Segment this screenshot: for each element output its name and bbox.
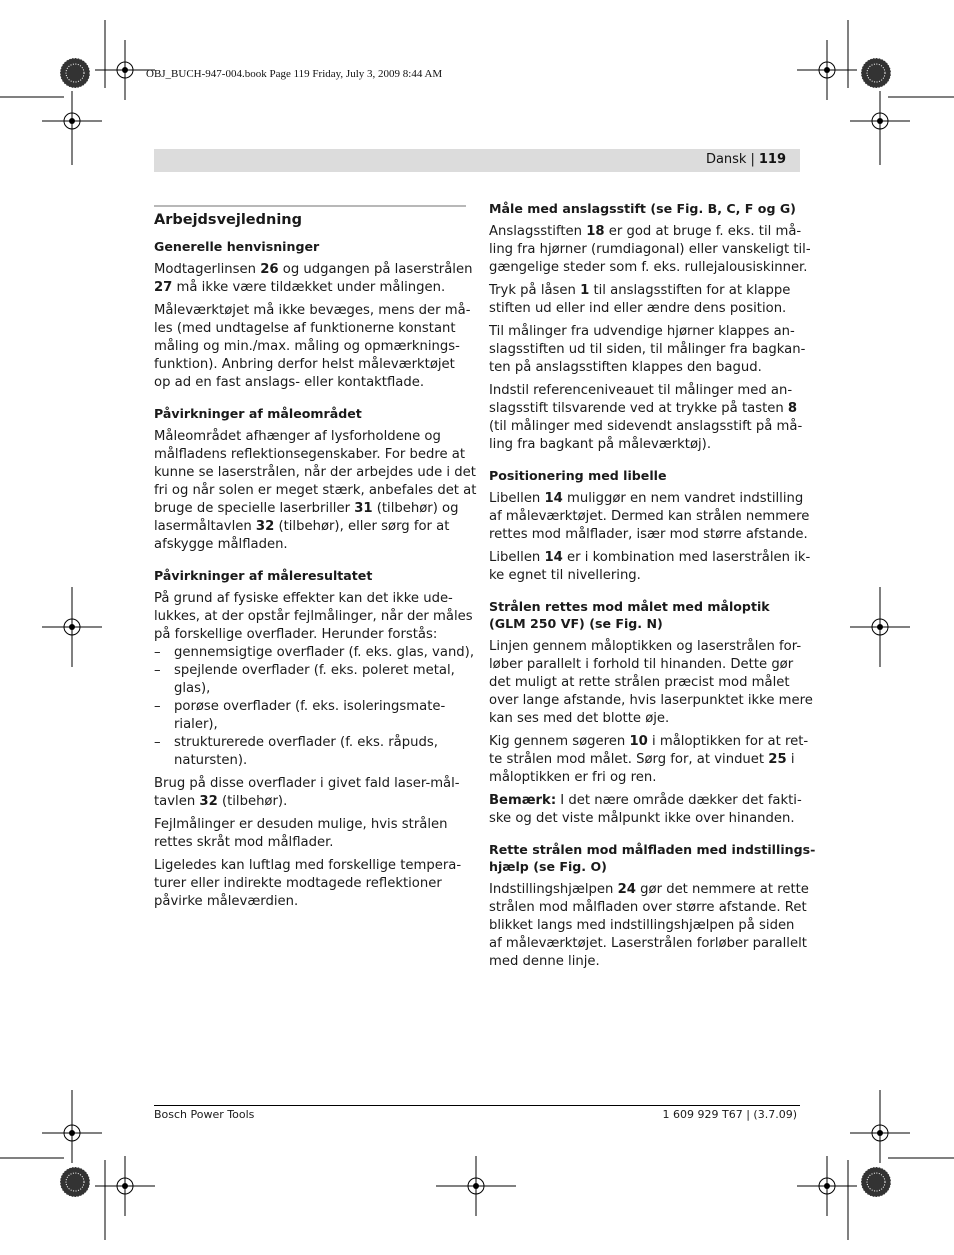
text-line: Indstil referenceniveauet til målinger med an- bbox=[489, 383, 793, 398]
text-line: af måleværktøjet. Dermed kan strålen nemmere bbox=[489, 509, 810, 524]
text-line: ske og det viste målpunkt ikke over hinanden. bbox=[489, 811, 795, 826]
section-generelle-henvisninger bbox=[154, 238, 473, 392]
list-dash: – bbox=[154, 645, 161, 660]
paragraph bbox=[489, 382, 801, 454]
ref-number: 26 bbox=[260, 262, 279, 277]
ref-number: 14 bbox=[544, 550, 563, 565]
text-line: ten på anslagsstiften klappes den bagud. bbox=[489, 360, 762, 375]
section-anslagsstift bbox=[489, 200, 811, 454]
text-line: måling og min./max. måling og opmærknings- bbox=[154, 339, 460, 354]
text: te strålen mod målet. Sørg for, at vinduet bbox=[489, 752, 769, 767]
text: Indstillingshjælpen bbox=[489, 882, 618, 897]
paragraph bbox=[154, 428, 477, 554]
text-line: Måleværktøjet må ikke bevæges, mens der må- bbox=[154, 303, 471, 318]
footer-doc-number: 1 609 929 T67 | (3.7.09) bbox=[662, 1108, 797, 1121]
text-line: afskygge målfladen. bbox=[154, 537, 288, 552]
text-line: Brug på disse overflader i givet fald laser-mål- bbox=[154, 776, 460, 791]
ref-number: 24 bbox=[617, 882, 636, 897]
header-language: Dansk bbox=[705, 152, 747, 167]
text-line: Fejlmålinger er desuden mulige, hvis strålen bbox=[154, 817, 448, 832]
paragraph bbox=[154, 590, 473, 644]
text-line: op ad en fast anslags- eller kontaktflade. bbox=[154, 375, 425, 390]
paragraph bbox=[489, 733, 809, 787]
list-item bbox=[154, 644, 475, 662]
ref-number: 18 bbox=[586, 224, 605, 239]
list-item bbox=[154, 734, 466, 770]
subheading: Påvirkninger af måleområdet bbox=[154, 406, 362, 421]
header-separator: | bbox=[750, 152, 755, 167]
text-line: turer eller indirekte modtagede reflektioner bbox=[154, 876, 442, 891]
text-line: spejlende overflader (f. eks. poleret metal, bbox=[174, 663, 455, 678]
left-column bbox=[154, 205, 477, 924]
text: og udgangen på laserstrålen bbox=[278, 262, 473, 277]
text-line: blikket langs med indstillingshjælpen på siden bbox=[489, 918, 795, 933]
text-line: rettes mod målflader, især mod større afstande. bbox=[489, 527, 808, 542]
text-line: slagsstiften ud til siden, til målinger fra bagkan- bbox=[489, 342, 806, 357]
text: til anslagsstiften for at klappe bbox=[589, 283, 791, 298]
page-header bbox=[706, 152, 786, 167]
ref-number: 25 bbox=[768, 752, 787, 767]
section-paavirkninger-maaleomraadet bbox=[154, 405, 477, 554]
text: Libellen bbox=[489, 491, 545, 506]
paragraph bbox=[489, 792, 801, 828]
text-line: påvirke måleværdien. bbox=[154, 894, 299, 909]
section-indstillingshjaelp bbox=[489, 841, 816, 971]
ref-number: 10 bbox=[629, 734, 648, 749]
text: I det nære område dækker det fakti- bbox=[556, 793, 802, 808]
text-line: natursten). bbox=[174, 753, 248, 768]
text-line: ling fra bagkant på måleværktøj). bbox=[489, 437, 712, 452]
paragraph bbox=[489, 323, 806, 377]
text-line: kunne se laserstrålen, når der arbejdes ude i det bbox=[154, 465, 476, 480]
text-line: ling fra hjørner (rumdiagonal) eller vanskeligt til- bbox=[489, 242, 811, 257]
text-line: ke egnet til nivellering. bbox=[489, 568, 641, 583]
text-line: rialer), bbox=[174, 717, 218, 732]
footer-publisher: Bosch Power Tools bbox=[154, 1108, 255, 1121]
text: Tryk på låsen bbox=[489, 283, 581, 298]
text: Anslagsstiften bbox=[489, 224, 587, 239]
text: lasermåltavlen bbox=[154, 519, 256, 534]
bullet-list bbox=[154, 644, 475, 770]
paragraph bbox=[154, 302, 471, 392]
section-title: Arbejdsvejledning bbox=[154, 212, 303, 228]
text-line: løber parallelt i forhold til hinanden. Dette gør bbox=[489, 657, 794, 672]
ref-number: 8 bbox=[787, 401, 798, 416]
subheading: Generelle henvisninger bbox=[154, 239, 320, 254]
list-dash: – bbox=[154, 663, 161, 678]
text-line: strukturerede overflader (f. eks. råpuds, bbox=[174, 735, 438, 750]
text: bruge de specielle laserbriller bbox=[154, 501, 355, 516]
list-dash: – bbox=[154, 699, 161, 714]
footer-rule bbox=[154, 1105, 800, 1106]
subheading-line: Rette strålen mod målfladen med indstillings- bbox=[489, 842, 816, 857]
text-line: På grund af fysiske effekter kan det ikke ude- bbox=[154, 591, 453, 606]
text-line: Til målinger fra udvendige hjørner klappes an- bbox=[489, 324, 795, 339]
text-line: på forskellige overflader. Herunder forstås: bbox=[154, 627, 438, 642]
page-header-bar bbox=[154, 149, 800, 172]
subheading: Måle med anslagsstift (se Fig. B, C, F og G) bbox=[489, 201, 796, 216]
text-line: les (med undtagelse af funktionerne konstant bbox=[154, 321, 456, 336]
paragraph bbox=[154, 261, 473, 297]
text: gør det nemmere at rette bbox=[635, 882, 809, 897]
text-line: målfladens reflektionsegenskaber. For bedre at bbox=[154, 447, 466, 462]
text-line: lukkes, at der opstår fejlmålinger, når der måles bbox=[154, 609, 473, 624]
text: må ikke være tildækket under målingen. bbox=[172, 280, 446, 295]
subheading-line: (GLM 250 VF) (se Fig. N) bbox=[489, 616, 663, 631]
text-line: (til målinger med sidevendt anslagsstift på må- bbox=[489, 419, 803, 434]
text: Libellen bbox=[489, 550, 545, 565]
text: tavlen bbox=[154, 794, 200, 809]
section-libelle bbox=[489, 467, 811, 585]
text: (tilbehør) og bbox=[372, 501, 459, 516]
print-slug: OBJ_BUCH-947-004.book Page 119 Friday, July 3, 2009 8:44 AM bbox=[146, 68, 443, 80]
list-item bbox=[154, 662, 466, 698]
paragraph bbox=[489, 223, 811, 277]
paragraph bbox=[489, 549, 811, 585]
text: slagsstift tilsvarende ved at trykke på tasten bbox=[489, 401, 788, 416]
text: Modtagerlinsen bbox=[154, 262, 261, 277]
right-column bbox=[489, 200, 816, 984]
ref-number: 31 bbox=[354, 501, 373, 516]
text-line: måloptikken er fri og ren. bbox=[489, 770, 657, 785]
list-item bbox=[154, 698, 466, 734]
subheading: Positionering med libelle bbox=[489, 468, 667, 483]
text-line: kan ses med det blotte øje. bbox=[489, 711, 670, 726]
text-line: med denne linje. bbox=[489, 954, 600, 969]
text-line: over lange afstande, hvis laserpunktet ikke mere bbox=[489, 693, 813, 708]
ref-number: 14 bbox=[544, 491, 563, 506]
subheading bbox=[489, 598, 801, 632]
section-maaloptik bbox=[489, 598, 813, 828]
paragraph bbox=[154, 775, 466, 811]
paragraph bbox=[489, 638, 813, 728]
ref-number: 27 bbox=[154, 280, 173, 295]
ref-number: 32 bbox=[199, 794, 218, 809]
text: (tilbehør), eller sørg for at bbox=[274, 519, 450, 534]
paragraph bbox=[489, 490, 810, 544]
subheading: Påvirkninger af måleresultatet bbox=[154, 568, 373, 583]
text: (tilbehør). bbox=[217, 794, 288, 809]
text: muliggør en nem vandret indstilling bbox=[562, 491, 804, 506]
subheading-line: hjælp (se Fig. O) bbox=[489, 859, 607, 874]
text-line: Ligeledes kan luftlag med forskellige tempera- bbox=[154, 858, 462, 873]
text-line: glas), bbox=[174, 681, 211, 696]
section-rule bbox=[154, 205, 466, 207]
text-line: strålen mod målfladen over større afstande. Ret bbox=[489, 900, 807, 915]
subheading-line: Strålen rettes mod målet med måloptik bbox=[489, 599, 770, 614]
text-line: funktion). Anbring derfor helst måleværktøjet bbox=[154, 357, 455, 372]
text-line: stiften ud eller ind eller ændre dens position. bbox=[489, 301, 787, 316]
ref-number: 1 bbox=[580, 283, 590, 298]
text: i måloptikken for at ret- bbox=[647, 734, 809, 749]
text-line: rettes skråt mod målflader. bbox=[154, 835, 334, 850]
paragraph bbox=[489, 282, 801, 318]
note-label: Bemærk: bbox=[489, 793, 557, 808]
text: Kig gennem søgeren bbox=[489, 734, 630, 749]
text: i bbox=[786, 752, 795, 767]
paragraph bbox=[154, 816, 466, 852]
paragraph bbox=[489, 881, 809, 971]
ref-number: 32 bbox=[255, 519, 275, 534]
section-paavirkninger-maaleresultatet bbox=[154, 567, 475, 911]
paragraph bbox=[154, 857, 466, 911]
text-line: Måleområdet afhænger af lysforholdene og bbox=[154, 429, 441, 444]
text: er god at bruge f. eks. til må- bbox=[604, 224, 802, 239]
text-line: gængelige steder som f. eks. rullejalousiskinner. bbox=[489, 260, 808, 275]
text-line: fri og når solen er meget stærk, anbefales det at bbox=[154, 483, 477, 498]
list-dash: – bbox=[154, 735, 161, 750]
text-line: det muligt at rette strålen præcist mod målet bbox=[489, 675, 790, 690]
subheading bbox=[489, 841, 816, 875]
text-line: af måleværktøjet. Laserstrålen forløber parallelt bbox=[489, 936, 807, 951]
text-line: porøse overflader (f. eks. isoleringsmate- bbox=[174, 699, 446, 714]
text-line: gennemsigtige overflader (f. eks. glas, vand), bbox=[174, 645, 475, 660]
text: er i kombination med laserstrålen ik- bbox=[562, 550, 811, 565]
text-line: Linjen gennem måloptikken og laserstrålen for- bbox=[489, 639, 802, 654]
page-number: 119 bbox=[758, 152, 786, 167]
